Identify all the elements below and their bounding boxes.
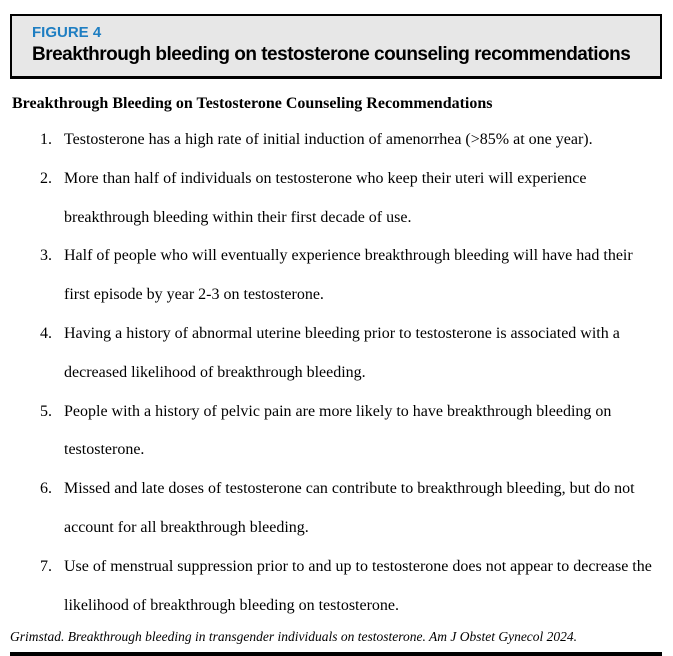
item-number: 7. [40,557,52,575]
recommendations-list [10,121,662,625]
item-number: 1. [40,131,52,148]
item-number: 3. [40,247,52,265]
item-number: 5. [40,402,52,420]
item-text: Use of menstrual suppression prior to and up to testosterone does not appear to decrease the likelihood of breakthrough bleeding on testosterone. [64,557,652,614]
item-text: Half of people who will eventually experience breakthrough bleeding will have had their first episode by year 2-3 on testosterone. [64,247,633,304]
list-item [40,393,662,471]
list-item [40,548,662,626]
list-item [40,121,662,160]
list-item [40,470,662,548]
item-text: Having a history of abnormal uterine bleeding prior to testosterone is associated with a decreased likelihood of breakthrough bleeding. [64,324,620,381]
list-item [40,160,662,238]
item-number: 2. [40,169,52,187]
list-heading: Breakthrough Bleeding on Testosterone Counseling Recommendations [12,95,493,112]
figure-label: FIGURE 4 [32,24,102,41]
item-text: Missed and late doses of testosterone can contribute to breakthrough bleeding, but do not account for all breakthrough bleeding. [64,480,635,536]
list-item [40,315,662,393]
item-number: 6. [40,480,52,498]
citation: Grimstad. Breakthrough bleeding in transgender individuals on testosterone. Am J Obstet Gynecol 2024. [10,629,578,645]
figure-title: Breakthrough bleeding on testosterone counseling recommendations [32,44,631,65]
item-text: More than half of individuals on testosterone who keep their uteri will experience breakthrough bleeding within their first decade of use. [64,169,587,226]
list-item [40,237,662,315]
item-number: 4. [40,324,52,342]
figure-header-box [10,14,662,79]
item-text: People with a history of pelvic pain are more likely to have breakthrough bleeding on testosterone. [64,402,612,459]
item-text: Testosterone has a high rate of initial induction of amenorrhea (>85% at one year). [64,131,593,148]
